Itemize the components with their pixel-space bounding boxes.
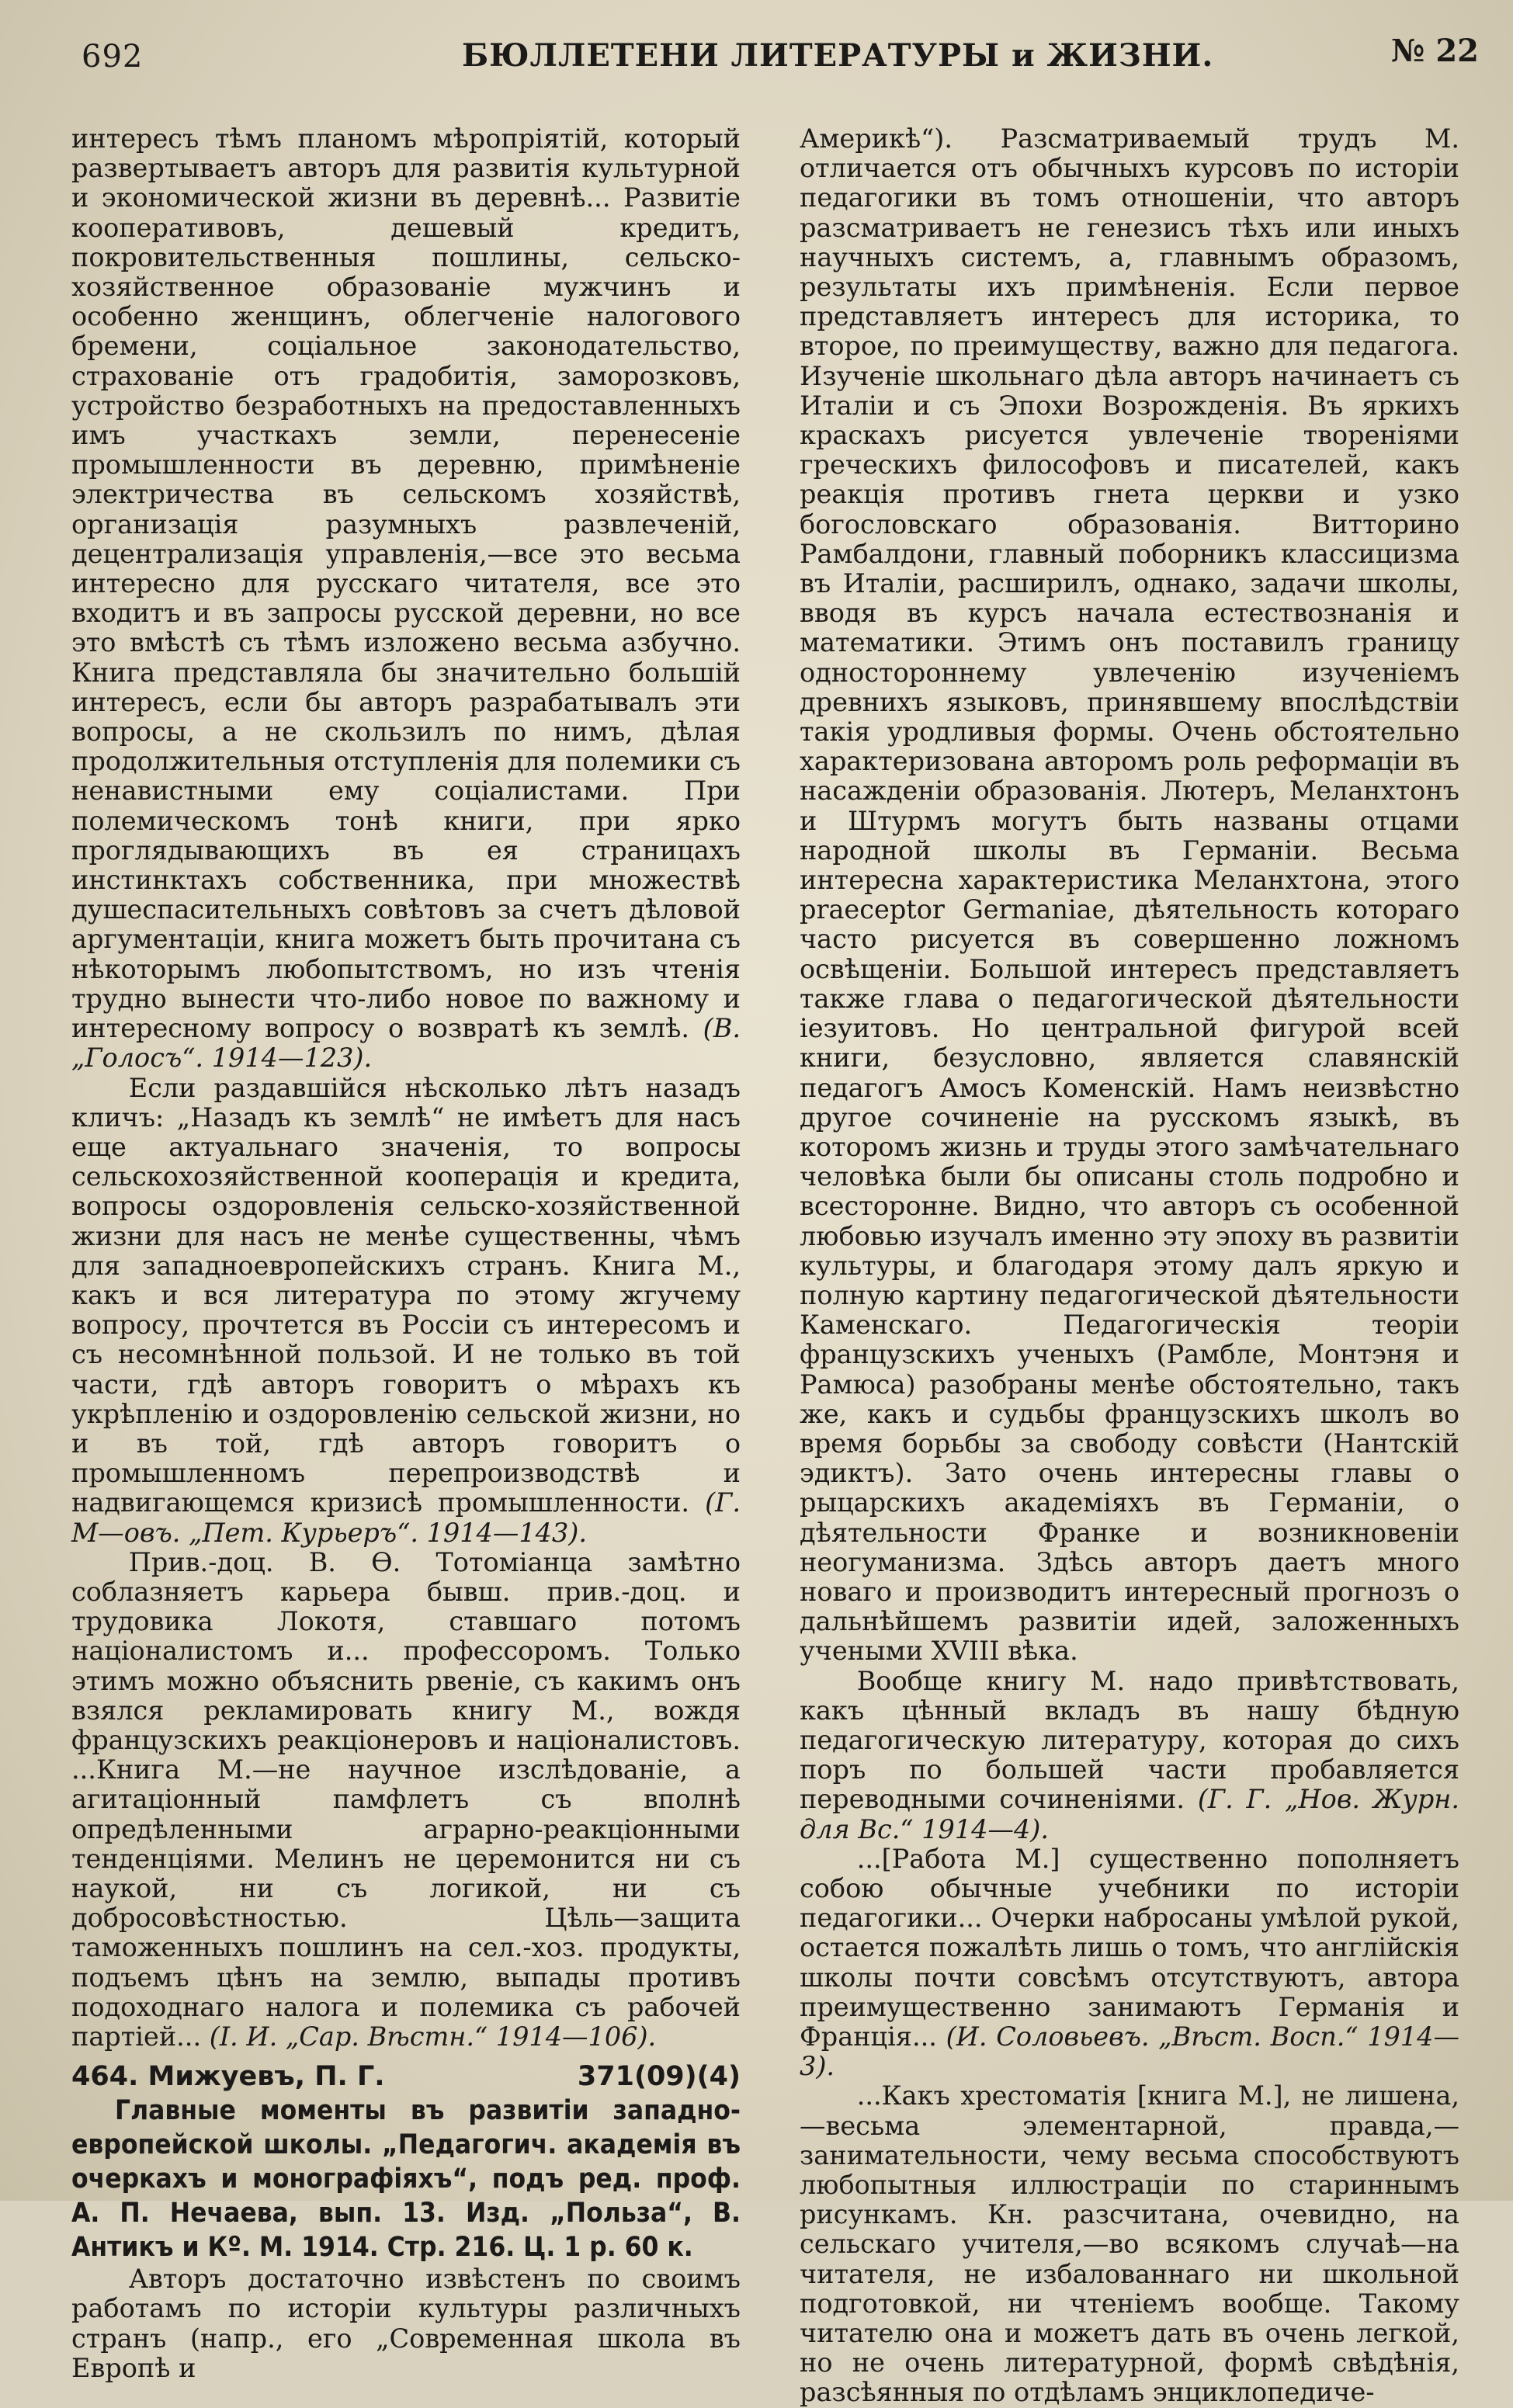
page-number: 692 [82,39,144,75]
paragraph [71,1074,741,1548]
source-citation: (В. „Голосъ“. 1914—123). [71,1013,741,1074]
paragraph-text: ...[Работа М.] существенно пополняетъ собою обычные учебники по исторіи педагогики... Очерки набросаны умѣлой рукой, остается пожалѣть лишь о томъ, что англійскія школы почти совсѣмъ отсутствуютъ, автора преимущественно занимаютъ Германія и Франція... [800,1843,1459,2052]
paragraph-text: Авторъ достаточно извѣстенъ по своимъ работамъ по исторіи культуры различныхъ странъ (напр., его „Современная школа въ Европѣ и [71,2264,741,2383]
paragraph [800,1844,1459,2082]
journal-title: БЮЛЛЕТЕНИ ЛИТЕРАТУРЫ и ЖИЗНИ. [462,37,1214,74]
source-citation: (И. Соловьевъ. „Вѣст. Восп.“ 1914—3). [800,2021,1459,2082]
entry-author: 464. Мижуевъ, П. Г. [71,2061,385,2093]
page-header [82,31,1479,78]
entry-title: Главные моменты въ развитіи западно-европейской школы. „Педагогич. академія въ очеркахъ и монографіяхъ“, подъ ред. проф. А. П. Нечаева, вып. 13. Изд. „Польза“, В. Антикъ и Кº. М. 1914. Стр. 216. Ц. 1 р. 60 к. [71,2095,741,2264]
left-column [71,124,741,2383]
paragraph-text: Если раздавшійся нѣсколько лѣтъ назадъ кличъ: „Назадъ къ землѣ“ не имѣетъ для насъ еще актуальнаго значенія, то вопросы сельскохозяйственной кооперація и кредита, вопросы оздоровленія сельско-хозяйственной жизни для насъ не менѣе существенны, чѣмъ для западноевропейскихъ странъ. Книга М., какъ и вся литература по этому жгучему вопросу, прочтется въ Россіи съ интересомъ и съ несомнѣнной пользой. И не только въ той части, гдѣ авторъ говоритъ о мѣрахъ къ укрѣпленію и оздоровленію сельской жизни, но и въ той, гдѣ авторъ говоритъ о промышленномъ перепроизводствѣ и надвигающемся кризисѣ промышленности. [71,1072,741,1518]
entry-classification-code: 371(09)(4) [577,2061,741,2093]
paragraph-text: Прив.-доц. В. Ѳ. Тотоміанца замѣтно соблазняетъ карьера бывш. прив.-доц. и трудовика Локотя, ставшаго потомъ націоналистомъ и... профессоромъ. Только этимъ можно объяснить рвеніе, съ какимъ онъ взялся рекламировать книгу М., вождя французскихъ реакціонеровъ и націоналистовъ. ...Книга М.—не научное изслѣдованіе, а агитаціонный памфлетъ съ вполнѣ опредѣленными аграрно-реакціонными тенденціями. Мелинъ не церемонится ни съ наукой, ни съ логикой, ни съ добросовѣстностью. Цѣль—защита таможенныхъ пошлинъ на сел.-хоз. продукты, подъемъ цѣнъ на землю, выпады противъ подоходнаго налога и полемика съ рабочей партіей... [71,1546,741,2052]
paragraph-text: ...Какъ хрестоматія [книга М.], не лишена,—весьма элементарной, правда,—занимательности, чему весьма способствуютъ любопытныя иллюстраціи по стариннымъ рисункамъ. Кн. разсчитана, очевидно, на сельскаго учителя,—во всякомъ случаѣ—на читателя, не избалованнаго ни школьной подготовкой, ни чтеніемъ вообще. Такому читателю она и можетъ дать въ очень легкой, но не очень литературной, формѣ свѣдѣнія, разсѣянныя по отдѣламъ энциклопедиче- [800,2080,1459,2408]
issue-number: № 22 [1390,33,1479,69]
bibliography-entry-heading [71,2059,741,2094]
paragraph [71,1548,741,2052]
paragraph [800,124,1459,1667]
right-column [800,124,1459,2408]
paragraph [800,1667,1459,1844]
paragraph [71,2264,741,2383]
paragraph-text: интересъ тѣмъ планомъ мѣропріятій, который развертываетъ авторъ для развитія культурной и экономической жизни въ деревнѣ... Развитіе кооперативовъ, дешевый кредитъ, покровительственныя пошлины, сельско-хозяйственное образованіе мужчинъ и особенно женщинъ, облегченіе налогового бремени, соціальное законодательство, страхованіе отъ градобитія, заморозковъ, устройство безработныхъ на предоставленныхъ имъ участкахъ земли, перенесеніе промышленности въ деревню, примѣненіе электричества въ сельскомъ хозяйствѣ, организація разумныхъ развлеченій, децентрализація управленія,—все это весьма интересно для русскаго читателя, все это входитъ и въ запросы русской деревни, но все это вмѣстѣ съ тѣмъ изложено весьма азбучно. Книга представляла бы значительно большій интересъ, если бы авторъ разрабатывалъ эти вопросы, а не скользилъ по нимъ, дѣлая продолжительныя отступленія для полемики съ ненавистными ему соціалистами. При полемическомъ тонѣ книги, при ярко проглядывающихъ въ ея страницахъ инстинктахъ собственника, при множествѣ душеспасительныхъ совѣтовъ за счетъ дѣловой аргументаціи, книга можетъ быть прочитана съ нѣкоторымъ любопытствомъ, но изъ чтенія трудно вынести что-либо новое по важному и интересному вопросу о возвратѣ къ землѣ. [71,123,741,1044]
source-citation: (Г. М—овъ. „Пет. Курьеръ“. 1914—143). [71,1487,741,1548]
source-citation: (Г. Г. „Нов. Журн. для Вс.“ 1914—4). [800,1784,1460,1844]
paragraph-text: Америкѣ“). Разсматриваемый трудъ М. отличается отъ обычныхъ курсовъ по исторіи педагогики въ томъ отношеніи, что авторъ разсматриваетъ не генезисъ тѣхъ или иныхъ научныхъ системъ, а, главнымъ образомъ, результаты ихъ примѣненія. Если первое представляетъ интересъ для историка, то второе, по преимуществу, важно для педагога. Изученіе школьнаго дѣла авторъ начинаетъ съ Италіи и съ Эпохи Возрожденія. Въ яркихъ краскахъ рисуется увлеченіе твореніями греческихъ философовъ и писателей, какъ реакція противъ гнета церкви и узко богословскаго образованія. Витторино Рамбалдони, главный поборникъ классицизма въ Италіи, расширилъ, однако, задачи школы, вводя въ курсъ начала естествознанія и математики. Этимъ онъ поставилъ границу одностороннему увлеченію изученіемъ древнихъ языковъ, принявшему впослѣдствіи такія уродливыя формы. Очень обстоятельно характеризована авторомъ роль реформаціи въ насажденіи образованія. Лютеръ, Меланхтонъ и Штурмъ могутъ быть названы отцами народной школы въ Германіи. Весьма интересна характеристика Меланхтона, этого praeceptor Germaniae, дѣятельность котораго часто рисуется въ совершенно ложномъ освѣщеніи. Большой интересъ представляетъ также глава о педагогической дѣятельности іезуитовъ. Но центральной фигурой всей книги, безусловно, является славянскій педагогъ Амосъ Коменскій. Намъ неизвѣстно другое сочиненіе на русскомъ языкѣ, въ которомъ жизнь и труды этого замѣчательнаго человѣка были бы описаны столь подробно и всесторонне. Видно, что авторъ съ особенной любовью изучалъ именно эту эпоху въ развитіи культуры, и благодаря этому далъ яркую и полную картину педагогической дѣятельности Каменскаго. Педагогическія теоріи французскихъ ученыхъ (Рамбле, Монтэня и Рамюса) разобраны менѣе обстоятельно, такъ же, какъ и судьбы французскихъ школъ во время борьбы за свободу совѣсти (Нантскій эдиктъ). Зато очень интересны главы о рыцарскихъ академіяхъ въ Германіи, о дѣятельности Франке и возникновеніи неогуманизма. Здѣсь авторъ даетъ много новаго и производитъ интересный прогнозъ о дальнѣйшемъ развитіи идей, заложенныхъ учеными XVIII вѣка. [800,123,1459,1667]
paragraph [800,2081,1459,2407]
paragraph-text: Вообще книгу М. надо привѣтствовать, какъ цѣнный вкладъ въ нашу бѣдную педагогическую литературу, которая до сихъ поръ по большей части пробавляется переводными сочиненіями. [800,1665,1459,1815]
paragraph [71,124,741,1074]
source-citation: (I. И. „Сар. Вѣстн.“ 1914—106). [209,2021,657,2052]
